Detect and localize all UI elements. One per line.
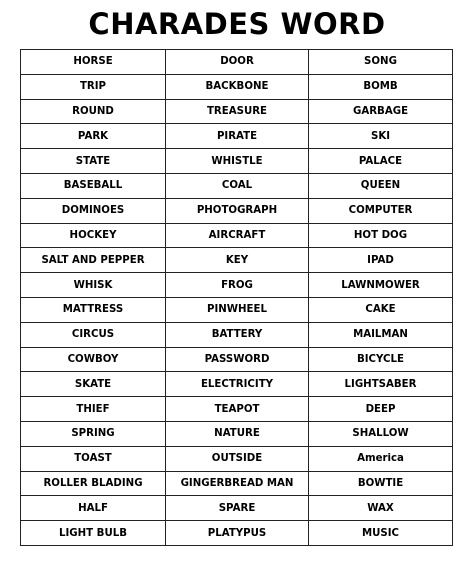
table-row bbox=[21, 446, 453, 471]
word-cell: BACKBONE bbox=[166, 74, 309, 99]
word-cell: HOT DOG bbox=[309, 223, 453, 248]
table-row bbox=[21, 397, 453, 422]
table-row bbox=[21, 50, 453, 75]
word-cell: PINWHEEL bbox=[166, 297, 309, 322]
word-cell: America bbox=[309, 446, 453, 471]
word-cell: QUEEN bbox=[309, 173, 453, 198]
word-cell: AIRCRAFT bbox=[166, 223, 309, 248]
word-table bbox=[20, 49, 453, 546]
word-cell: HALF bbox=[21, 496, 166, 521]
word-cell: MATTRESS bbox=[21, 297, 166, 322]
word-table-body bbox=[21, 50, 453, 546]
word-cell: TRIP bbox=[21, 74, 166, 99]
word-cell: WHISK bbox=[21, 273, 166, 298]
word-cell: ROUND bbox=[21, 99, 166, 124]
word-cell: LIGHTSABER bbox=[309, 372, 453, 397]
table-row bbox=[21, 223, 453, 248]
word-cell: BASEBALL bbox=[21, 173, 166, 198]
word-cell: ROLLER BLADING bbox=[21, 471, 166, 496]
table-row bbox=[21, 372, 453, 397]
word-cell: DOOR bbox=[166, 50, 309, 75]
table-row bbox=[21, 273, 453, 298]
word-cell: COWBOY bbox=[21, 347, 166, 372]
table-row bbox=[21, 149, 453, 174]
word-cell: WAX bbox=[309, 496, 453, 521]
word-cell: HOCKEY bbox=[21, 223, 166, 248]
word-cell: SPRING bbox=[21, 421, 166, 446]
word-cell: SALT AND PEPPER bbox=[21, 248, 166, 273]
table-row bbox=[21, 124, 453, 149]
word-cell: SPARE bbox=[166, 496, 309, 521]
word-cell: HORSE bbox=[21, 50, 166, 75]
table-row bbox=[21, 471, 453, 496]
word-cell: PIRATE bbox=[166, 124, 309, 149]
table-row bbox=[21, 74, 453, 99]
word-cell: TOAST bbox=[21, 446, 166, 471]
word-cell: TREASURE bbox=[166, 99, 309, 124]
word-cell: BATTERY bbox=[166, 322, 309, 347]
table-row bbox=[21, 297, 453, 322]
word-cell: WHISTLE bbox=[166, 149, 309, 174]
word-cell: LAWNMOWER bbox=[309, 273, 453, 298]
word-cell: CIRCUS bbox=[21, 322, 166, 347]
word-cell: LIGHT BULB bbox=[21, 521, 166, 546]
word-cell: KEY bbox=[166, 248, 309, 273]
word-cell: BOMB bbox=[309, 74, 453, 99]
word-cell: NATURE bbox=[166, 421, 309, 446]
page-title: CHARADES WORD bbox=[88, 7, 386, 41]
word-cell: PHOTOGRAPH bbox=[166, 198, 309, 223]
table-row bbox=[21, 521, 453, 546]
word-cell: MAILMAN bbox=[309, 322, 453, 347]
word-cell: SKI bbox=[309, 124, 453, 149]
word-cell: COMPUTER bbox=[309, 198, 453, 223]
table-row bbox=[21, 347, 453, 372]
word-cell: MUSIC bbox=[309, 521, 453, 546]
table-row bbox=[21, 99, 453, 124]
word-cell: PASSWORD bbox=[166, 347, 309, 372]
word-cell: GARBAGE bbox=[309, 99, 453, 124]
table-row bbox=[21, 248, 453, 273]
word-cell: STATE bbox=[21, 149, 166, 174]
word-cell: SHALLOW bbox=[309, 421, 453, 446]
word-cell: CAKE bbox=[309, 297, 453, 322]
word-cell: TEAPOT bbox=[166, 397, 309, 422]
word-cell: DEEP bbox=[309, 397, 453, 422]
word-cell: GINGERBREAD MAN bbox=[166, 471, 309, 496]
word-cell: THIEF bbox=[21, 397, 166, 422]
word-cell: BOWTIE bbox=[309, 471, 453, 496]
table-row bbox=[21, 496, 453, 521]
word-cell: FROG bbox=[166, 273, 309, 298]
word-cell: OUTSIDE bbox=[166, 446, 309, 471]
word-cell: SKATE bbox=[21, 372, 166, 397]
word-cell: COAL bbox=[166, 173, 309, 198]
table-row bbox=[21, 173, 453, 198]
table-row bbox=[21, 198, 453, 223]
word-cell: DOMINOES bbox=[21, 198, 166, 223]
word-cell: BICYCLE bbox=[309, 347, 453, 372]
word-cell: PARK bbox=[21, 124, 166, 149]
word-cell: ELECTRICITY bbox=[166, 372, 309, 397]
word-cell: PLATYPUS bbox=[166, 521, 309, 546]
word-cell: SONG bbox=[309, 50, 453, 75]
table-row bbox=[21, 322, 453, 347]
table-row bbox=[21, 421, 453, 446]
word-cell: IPAD bbox=[309, 248, 453, 273]
word-cell: PALACE bbox=[309, 149, 453, 174]
